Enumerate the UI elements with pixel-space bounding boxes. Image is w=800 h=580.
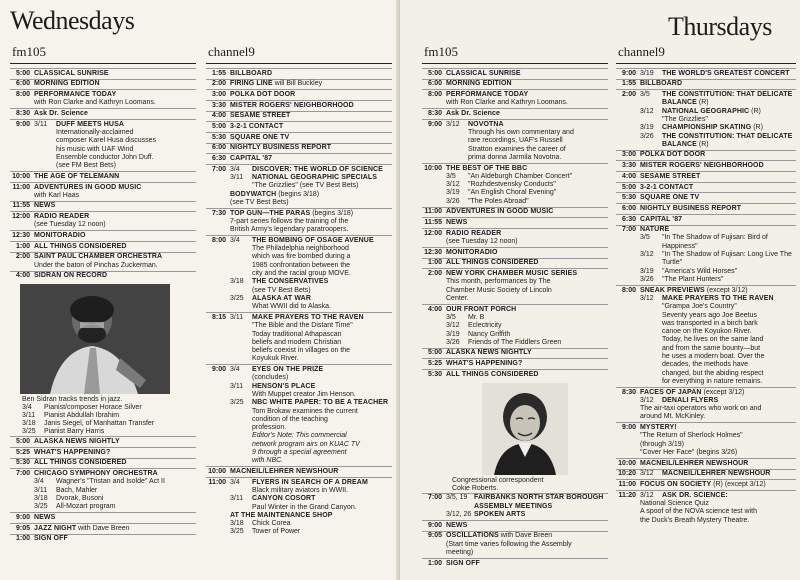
program-row: 1:55 BILLBOARD — [206, 68, 392, 79]
program-row: 12:30 MONITORADIO — [10, 230, 196, 241]
channel-header-channel9: channel9 — [616, 42, 796, 64]
program-row: 8:30 Ask Dr. Science — [10, 108, 196, 119]
program-row: 4:00 SIDRAN ON RECORD — [10, 271, 196, 282]
program-row: 7:00 NATURE 3/5 "In The Shadow of Fujisan: Bird of Happiness" 3/12 "In The Shadow of Fujisan: Long Live The Turtle" 3/19 "America's Wild Horses" 3/26 "The Plant Hunters" — [616, 225, 796, 285]
program-row: 9:00 NEWS — [10, 512, 196, 523]
program-row: 1:00 ALL THINGS CONSIDERED — [10, 241, 196, 252]
program-block-1100: 11:00 3/4 FLYERS IN SEARCH OF A DREAM Black military aviators in WWII. 3/11 CANYON COSORT Paul Winter in the Grand Canyon. AT THE MAINTENANCE SHOP 3/18 Chick Corea 3/25 Tower of Power — [206, 477, 392, 537]
program-row: 1:00 SIGN OFF — [10, 534, 196, 545]
program-row: 3:30 MISTER ROGERS' NEIGHBORHOOD — [206, 100, 392, 111]
program-row: 5:30 SQUARE ONE TV — [616, 192, 796, 203]
program-row: 7:00 CHICAGO SYMPHONY ORCHESTRA 3/4 Wagner's "Tristan and Isolde" Act II 3/11 Bach, Mahler 3/18 Dvorak, Busoni 3/25 All-Mozart program — [10, 468, 196, 512]
channel-header-fm105: fm105 — [10, 42, 196, 64]
program-row: 5:00 ALASKA NEWS NIGHTLY — [422, 348, 608, 359]
program-row: 9:00 3/19 THE WORLD'S GREATEST CONCERT — [616, 68, 796, 79]
program-row: 11:00 ADVENTURES IN GOOD MUSIC — [422, 207, 608, 218]
portrait-illustration — [482, 383, 568, 475]
photo-caption: Congressional correspondent Cokie Roberts. — [452, 476, 544, 492]
program-row: 6:00 NIGHTLY BUSINESS REPORT — [206, 143, 392, 154]
program-row: 5:00 3-2-1 CONTACT — [616, 182, 796, 193]
program-row: 11:00 FOCUS ON SOCIETY (R) (except 3/12) — [616, 479, 796, 490]
wed-tv-column — [206, 42, 392, 577]
program-row: 4:00 OUR FRONT PORCH 3/5 Mr. B 3/12 Eclectricity 3/19 Nancy Griffith 3/26 Friends of The Fiddlers Green — [422, 304, 608, 348]
program-row: 4:00 SESAME STREET — [206, 111, 392, 122]
program-row: 1:00 ALL THINGS CONSIDERED — [422, 258, 608, 269]
program-row: 1:00 SIGN OFF — [422, 558, 608, 569]
cokie-roberts-photo — [482, 383, 568, 475]
program-row: 9:00 3/12 NOVOTNA Through his own commentary and rare recordings, UAF's Russell Stratton examines the career of prima donna Jarmila Novotna. — [422, 119, 608, 163]
program-row: 5:25 WHAT'S HAPPENING? — [422, 358, 608, 369]
program-row: 10:00 MACNEIL/LEHRER NEWSHOUR — [206, 466, 392, 477]
sidran-list: 3/4 Pianist/composer Horace Silver 3/11 Pianist Abdullah Ibrahim 3/18 Janis Siegel, of Manhattan Transfer 3/25 Pianist Barry Harris — [22, 404, 155, 436]
program-row: 2:00 NEW YORK CHAMBER MUSIC SERIES This month, performances by The Chamber Music Society of Lincoln Center. — [422, 268, 608, 304]
program-row: 6:00 MORNING EDITION — [422, 79, 608, 90]
day-heading-thursdays: Thursdays — [668, 12, 772, 41]
program-row: 7:30 TOP GUN—THE PARAS (begins 3/18) 7-part series follows the training of the British Army's legendary paratroopers. — [206, 208, 392, 235]
program-row: 9:00 NEWS — [422, 520, 608, 531]
program-row: 9:00 MYSTERY! "The Return of Sherlock Holmes" (through 3/19) "Cover Her Face" (begins 3/26) — [616, 422, 796, 458]
program-row: 7:00 3/5, 19 FAIRBANKS NORTH STAR BOROUGH ASSEMBLY MEETINGS 3/12, 26 SPOKEN ARTS — [422, 493, 608, 520]
program-row: 6:00 MORNING EDITION — [10, 79, 196, 90]
program-row: 5:30 ALL THINGS CONSIDERED — [10, 458, 196, 469]
program-row: 11:55 NEWS — [422, 217, 608, 228]
ben-sidran-photo — [20, 284, 170, 394]
program-row: 11:00 ADVENTURES IN GOOD MUSIC with Karl Haas — [10, 182, 196, 201]
program-row: 4:00 SESAME STREET — [616, 171, 796, 182]
program-block-200: 2:00 3/5 THE CONSTITUTION: THAT DELICATE BALANCE (R) 3/12 NATIONAL GEOGRAPHIC (R) "The Grizzlies" 3/19 CHAMPIONSHIP SKATING (R) 3/26 THE CONSTITUTION: THAT DELICATE BALANCE (R) — [616, 89, 796, 149]
channel-header-fm105: fm105 — [422, 42, 608, 64]
program-row: 1:55 BILLBOARD — [616, 79, 796, 90]
program-row: 8:30 Ask Dr. Science — [422, 108, 608, 119]
program-row: 11:20 3/12 ASK DR. SCIENCE: National Science Quiz A spoof of the NOVA science test with the Duck's Breath Mystery Theatre. — [616, 490, 796, 526]
program-row: 8:15 3/11 MAKE PRAYERS TO THE RAVEN "The Bible and the Distant Time" Today traditional Athapascan beliefs and modern Christian beliefs coexist in villages on the Koyukuk River. — [206, 312, 392, 364]
program-row: 3:00 POLKA DOT DOOR — [616, 150, 796, 161]
program-row: 8:30 FACES OF JAPAN (except 3/12) 3/12 DENALI FLYERS The air-taxi operators who work on and around Mt. McKinley. — [616, 387, 796, 423]
program-row: 6:00 NIGHTLY BUSINESS REPORT — [616, 203, 796, 214]
right-page — [400, 0, 800, 580]
program-row: 9:05 OSCILLATIONS with Dave Breen (Start time varies following the Assembly meeting) — [422, 531, 608, 558]
program-row: 10:20 3/12 MACNEIL/LEHRER NEWSHOUR — [616, 469, 796, 480]
program-row: 5:30 ALL THINGS CONSIDERED — [422, 369, 608, 380]
program-row: 8:00 SNEAK PREVIEWS (except 3/12) 3/12 MAKE PRAYERS TO THE RAVEN "Grampa Joe's Country" Seventy years ago Joe Beetus was transported in a birch bark canoe on the Koyukon River. Today, he lives on the same land and from the same bounty—but he uses a modern boat. Over the decades, the methods have changed, but the abiding respect for everything in nature remains. — [616, 285, 796, 387]
wed-fm-list — [10, 68, 196, 544]
program-block-700: 7:00 3/4 DISCOVER: THE WORLD OF SCIENCE 3/11 NATIONAL GEOGRAPHIC SPECIALS "The Grizzlies" (see TV Best Bets) BODYWATCH (begins 3/18) (see TV Best Bets) — [206, 164, 392, 208]
wed-fm-column — [10, 42, 196, 577]
portrait-illustration — [20, 284, 170, 394]
program-row: 5:00 ALASKA NEWS NIGHTLY — [10, 436, 196, 447]
program-block-900: 9:00 3/4 EYES ON THE PRIZE (concludes) 3/11 HENSON'S PLACE With Muppet creator Jim Henson. 3/25 NBC WHITE PAPER: TO BE A TEACHER Tom Brokaw examines the current condition of the teaching profession. Editor's Note: This commercial network program airs on KUAC TV 9 through a special agreement with NBC. — [206, 364, 392, 466]
program-row: 8:00 PERFORMANCE TODAY with Ron Clarke and Kathryn Loomans. — [422, 89, 608, 108]
program-row: 12:00 RADIO READER (see Tuesday 12 noon) — [10, 211, 196, 230]
thu-tv-column — [616, 42, 796, 577]
program-row: 2:00 SAINT PAUL CHAMBER ORCHESTRA Under the baton of Pinchas Zuckerman. — [10, 252, 196, 271]
program-row: 9:05 JAZZ NIGHT with Dave Breen — [10, 523, 196, 534]
program-row: 2:00 FIRING LINE will Bill Buckley — [206, 79, 392, 90]
day-heading-wednesdays: Wednesdays — [10, 6, 135, 35]
program-block-800: 8:00 3/4 THE BOMBING OF OSAGE AVENUE The Philadelphia neighborhood which was fire bombed during a 1985 confrontation between the city and the racial group MOVE. 3/18 THE CONSERVATIVES (see TV Best Bets) 3/25 ALASKA AT WAR What WWII did to Alaska. — [206, 235, 392, 312]
program-row: 6:30 CAPITAL '87 — [206, 153, 392, 164]
program-row: 5:00 3-2-1 CONTACT — [206, 121, 392, 132]
channel-header-channel9: channel9 — [206, 42, 392, 64]
program-row: 12:30 MONITORADIO — [422, 247, 608, 258]
program-row: 9:00 3/11 DUFF MEETS HUSA Internationally-acclaimed composer Karel Husa discusses his music with UAF Wind Ensemble conductor John Duff. (see FM Best Bets) — [10, 119, 196, 171]
program-row: 10:00 THE BEST OF THE BBC 3/5 "An Aldeburgh Chamber Concert" 3/12 "Rozhdestvensky Conducts" 3/19 "An English Choral Evening" 3/26 "The Poles Abroad" — [422, 163, 608, 207]
program-row: 11:55 NEWS — [10, 201, 196, 212]
program-row: 5:25 WHAT'S HAPPENING? — [10, 447, 196, 458]
thu-fm-column — [422, 42, 608, 577]
program-row: 5:30 SQUARE ONE TV — [206, 132, 392, 143]
program-row: 3:30 MISTER ROGERS' NEIGHBORHOOD — [616, 160, 796, 171]
program-row: 5:00 CLASSICAL SUNRISE — [422, 68, 608, 79]
program-row: 5:00 CLASSICAL SUNRISE — [10, 68, 196, 79]
program-row: 10:00 THE AGE OF TELEMANN — [10, 171, 196, 182]
program-row: 10:00 MACNEIL/LEHRER NEWSHOUR — [616, 458, 796, 469]
program-row: 12:00 RADIO READER (see Tuesday 12 noon) — [422, 228, 608, 247]
program-row: 8:00 PERFORMANCE TODAY with Ron Clarke and Kathryn Loomans. — [10, 89, 196, 108]
program-row: 3:00 POLKA DOT DOOR — [206, 89, 392, 100]
photo-caption: Ben Sidran tracks trends in jazz. — [22, 396, 123, 404]
program-row: 6:30 CAPITAL '87 — [616, 214, 796, 225]
